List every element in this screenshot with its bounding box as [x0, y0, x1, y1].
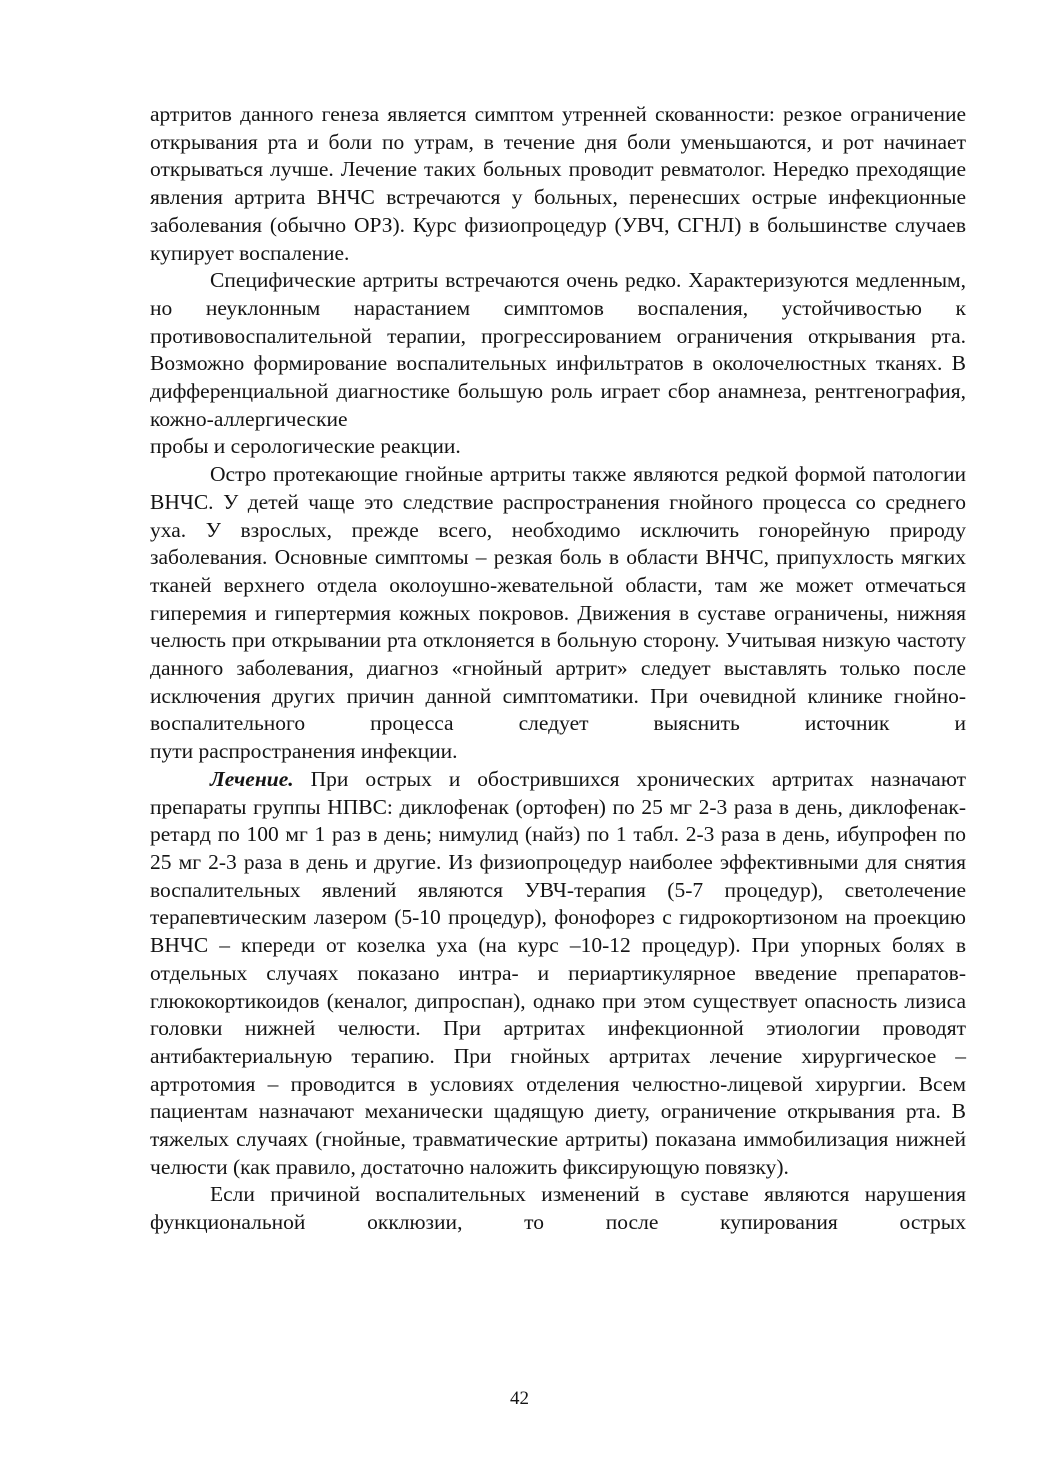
- paragraph-2: [150, 267, 966, 461]
- paragraph-2-text: Специфические артриты встречаются очень редко. Характеризуются медленным, но неуклонным нарастанием симптомов воспаления, устойчивостью к противовоспалительной терапии, прогрессированием ограничения открывания рта. Возможно формирование воспалительных инфильтратов в околочелюстных тканях. В дифференциальной диагностике большую роль играет сбор анамнеза, рентгенография, кожно-аллергические: [150, 268, 966, 431]
- page-number: 42: [510, 1388, 529, 1409]
- paragraph-5-text: Если причиной воспалительных изменений в суставе являются нарушения функциональной окклюзии, то после купирования острых: [150, 1182, 966, 1235]
- paragraph-3-last-line: пути распространения инфекции.: [150, 739, 458, 764]
- paragraph-4-text: При острых и обострившихся хронических артритах назначают препараты группы НПВС: диклофенак (ортофен) по 25 мг 2-3 раза в день, диклофенак-ретард по 100 мг 1 раз в день; нимулид (найз) по 1 табл. 2-3 раза в день, ибупрофен по 25 мг 2-3 раза в день и другие. Из физиопроцедур наиболее эффективными для снятия воспалительных явлений являются УВЧ-терапия (5-7 процедур), светолечение терапевтическим лазером (5-10 процедур), фонофорез с гидрокортизоном на проекцию ВНЧС – кпереди от козелка уха (на курс –10-12 процедур). При упорных болях в отдельных случаях показано интра- и периартикулярное введение препаратов-глюкокортикоидов (кеналог, дипроспан), однако при этом существует опасность лизиса головки нижней челюсти. При артритах инфекционной этиологии проводят антибактериальную терапию. При гнойных артритах лечение хирургическое – артротомия – проводится в условиях отделения челюстно-лицевой хирургии. Всем пациентам назначают механически щадящую диету, ограничение открывания рта. В тяжелых случаях (гнойные, травматические артриты) показана иммобилизация нижней челюсти (как правило, достаточно наложить фиксирующую повязку).: [150, 766, 966, 1179]
- paragraph-3: [150, 461, 966, 766]
- paragraph-4-lead: Лечение.: [210, 766, 294, 791]
- page-body: [150, 101, 966, 1237]
- paragraph-2-last-line: пробы и серологические реакции.: [150, 434, 461, 459]
- paragraph-1-text: артритов данного генеза является симптом утренней скованности: резкое ограничение открывания рта и боли по утрам, в течение дня боли уменьшаются, и рот начинает открываться лучше. Лечение таких больных проводит ревматолог. Нередко преходящие явления артрита ВНЧС встречаются у больных, перенесших острые инфекционные заболевания (обычно ОРЗ). Курс физиопроцедур (УВЧ, СГНЛ) в большинстве случаев: [150, 102, 966, 237]
- paragraph-3-text: Остро протекающие гнойные артриты также являются редкой формой патологии ВНЧС. У детей чаще это следствие распространения гнойного процесса со среднего уха. У взрослых, прежде всего, необходимо исключить гонорейную природу заболевания. Основные симптомы – резкая боль в области ВНЧС, припухлость мягких тканей верхнего отдела околоушно-жевательной области, там же может отмечаться гиперемия и гипертермия кожных покровов. Движения в суставе ограничены, нижняя челюсть при открывании рта отклоняется в больную сторону. Учитывая низкую частоту данного заболевания, диагноз «гнойный артрит» следует выставлять только после исключения других причин данной симптоматики. При очевидной клинике гнойно-воспалительного процесса следует выяснить источник и: [150, 462, 966, 736]
- paragraph-4: [150, 766, 966, 1182]
- paragraph-5: [150, 1181, 966, 1236]
- paragraph-1: [150, 101, 966, 267]
- paragraph-1-last-line: купирует воспаление.: [150, 240, 350, 265]
